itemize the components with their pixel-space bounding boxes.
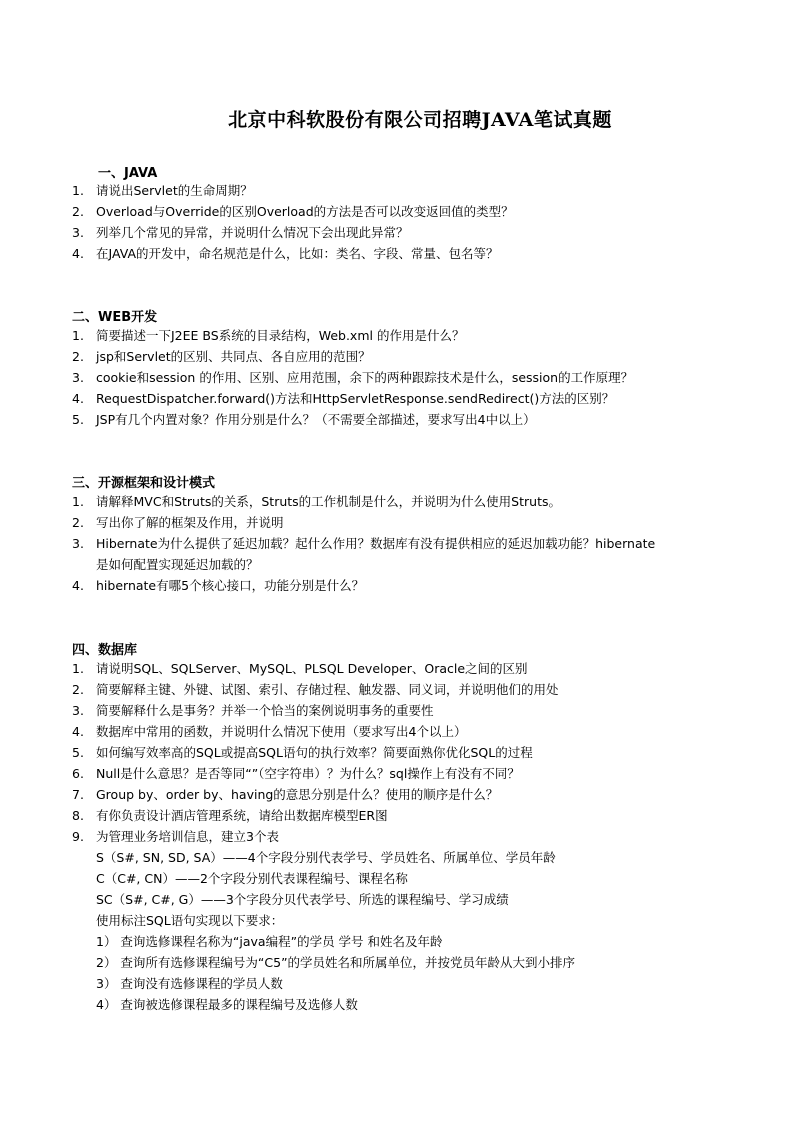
section-heading: 四、数据库 — [72, 643, 138, 658]
list-item — [72, 805, 388, 826]
section-heading: 二、WEB开发 — [72, 310, 158, 325]
item-text: 如何编写效率高的SQL或提高SQL语句的执行效率？简要面熟你优化SQL的过程 — [96, 745, 533, 760]
item-number: 4. — [72, 246, 84, 261]
requirement-line: 2） 查询所有选修课程编号为“C5”的学员姓名和所属单位，并按党员年龄从大到小排序 — [96, 955, 576, 970]
document-title: 北京中科软股份有限公司招聘JAVA笔试真题 — [228, 109, 612, 131]
item-number: 6. — [72, 766, 84, 781]
section-heading: 三、开源框架和设计模式 — [72, 476, 216, 491]
item-number: 9. — [72, 829, 84, 844]
item-text: 写出你了解的框架及作用，并说明 — [96, 515, 284, 530]
item-text: 为管理业务培训信息，建立3个表 — [96, 829, 279, 844]
requirement-line: 1） 查询选修课程名称为“java编程”的学员 学号 和姓名及年龄 — [96, 934, 443, 949]
item-number: 3. — [72, 536, 84, 551]
list-item — [72, 409, 536, 430]
item-number: 1. — [72, 328, 84, 343]
item-number: 5. — [72, 412, 84, 427]
section-heading: 一、JAVA — [98, 166, 158, 181]
item-text: 简要解释主键、外键、试图、索引、存储过程、触发器、同义词，并说明他们的用处 — [96, 682, 559, 697]
item-number: 7. — [72, 787, 84, 802]
item-number: 3. — [72, 703, 84, 718]
item-text: cookie和session 的作用、区别、应用范围，余下的两种跟踪技术是什么，session的工作原理？ — [96, 370, 634, 385]
list-item — [72, 658, 528, 679]
item-text: 简要描述一下J2EE BS系统的目录结构，Web.xml 的作用是什么？ — [96, 328, 465, 343]
list-item — [72, 325, 464, 346]
item-number: 5. — [72, 745, 84, 760]
item-number: 4. — [72, 724, 84, 739]
requirement-line: 4） 查询被选修课程最多的课程编号及选修人数 — [96, 997, 358, 1012]
item-continuation: 是如何配置实现延迟加载的？ — [96, 557, 259, 572]
list-item — [72, 721, 466, 742]
list-item — [72, 679, 559, 700]
item-number: 1. — [72, 661, 84, 676]
item-text: 请说出Servlet的生命周期？ — [96, 183, 253, 198]
item-number: 3. — [72, 225, 84, 240]
item-text: 有你负责设计酒店管理系统，请给出数据库模型ER图 — [96, 808, 388, 823]
table-definition-line: C（C#, CN）——2个字段分别代表课程编号、课程名称 — [96, 871, 408, 886]
item-number: 2. — [72, 349, 84, 364]
item-number: 4. — [72, 578, 84, 593]
item-text: 简要解释什么是事务？并举一个恰当的案例说明事务的重要性 — [96, 703, 434, 718]
list-item — [72, 700, 434, 721]
item-number: 4. — [72, 391, 84, 406]
list-item — [72, 826, 279, 847]
item-text: Group by、order by、having的意思分别是什么？使用的顺序是什么？ — [96, 787, 499, 802]
list-item — [72, 742, 533, 763]
item-text: 在JAVA的开发中，命名规范是什么，比如：类名、字段、常量、包名等？ — [96, 246, 499, 261]
table-definition-line: SC（S#, C#, G）——3个字段分贝代表学号、所选的课程编号、学习成绩 — [96, 892, 509, 907]
item-number: 1. — [72, 183, 84, 198]
item-number: 2. — [72, 204, 84, 219]
list-item — [72, 367, 633, 388]
item-text: JSP有几个内置对象？作用分别是什么？（不需要全部描述，要求写出4中以上） — [96, 412, 536, 427]
item-number: 3. — [72, 370, 84, 385]
item-text: Hibernate为什么提供了延迟加载？起什么作用？数据库有没有提供相应的延迟加载功能？hibernate — [96, 536, 656, 551]
item-text: Null是什么意思？是否等同“”（空字符串）？为什么？sql操作上有没有不同？ — [96, 766, 520, 781]
list-item — [72, 243, 499, 264]
table-definition-line: S（S#, SN, SD, SA）——4个字段分别代表学号、学员姓名、所属单位、学员年龄 — [96, 850, 556, 865]
item-number: 8. — [72, 808, 84, 823]
item-number: 2. — [72, 682, 84, 697]
list-item — [72, 201, 514, 222]
list-item — [72, 491, 561, 512]
list-item — [72, 784, 498, 805]
list-item — [72, 763, 520, 784]
requirement-line: 3） 查询没有选修课程的学员人数 — [96, 976, 283, 991]
requirement-intro: 使用标注SQL语句实现以下要求： — [96, 913, 284, 928]
list-item — [72, 575, 364, 596]
list-item — [72, 346, 371, 367]
item-text: 列举几个常见的异常，并说明什么情况下会出现此异常？ — [96, 225, 409, 240]
list-item — [72, 222, 409, 243]
item-text: 请解释MVC和Struts的关系，Struts的工作机制是什么，并说明为什么使用Struts。 — [96, 494, 561, 509]
item-text: jsp和Servlet的区别、共同点、各自应用的范围？ — [96, 349, 371, 364]
item-number: 2. — [72, 515, 84, 530]
item-text: RequestDispatcher.forward()方法和HttpServletResponse.sendRedirect()方法的区别？ — [96, 391, 615, 406]
item-text: hibernate有哪5个核心接口，功能分别是什么？ — [96, 578, 365, 593]
list-item — [72, 533, 655, 554]
list-item — [72, 180, 253, 201]
item-number: 1. — [72, 494, 84, 509]
item-text: Overload与Override的区别Overload的方法是否可以改变返回值的类型？ — [96, 204, 514, 219]
item-text: 请说明SQL、SQLServer、MySQL、PLSQL Developer、Oracle之间的区别 — [96, 661, 528, 676]
list-item — [72, 388, 614, 409]
item-text: 数据库中常用的函数，并说明什么情况下使用（要求写出4个以上） — [96, 724, 467, 739]
list-item — [72, 512, 284, 533]
